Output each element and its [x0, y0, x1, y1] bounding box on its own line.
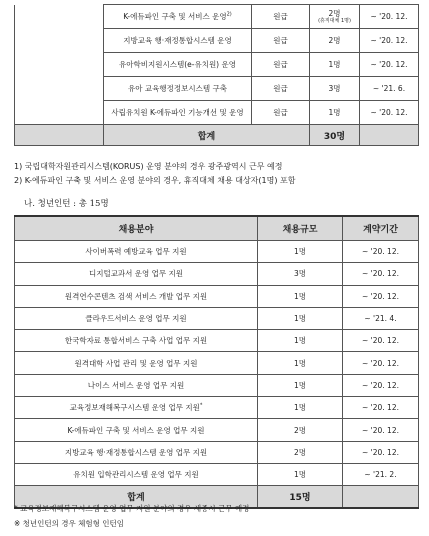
- period-cell: ~ '20. 12.: [360, 29, 419, 53]
- grade-cell: 원급: [252, 101, 310, 125]
- table-row: [15, 263, 419, 285]
- period-cell: ~ '20. 12.: [343, 330, 419, 352]
- field-cell: 클라우드서비스 운영 업무 지원: [15, 307, 258, 329]
- field-cell: 유아학비지원시스템(e-유치원) 운영: [104, 53, 252, 77]
- field-cell: 지방교육 행·재정통합시스템 운영 업무 지원: [15, 441, 258, 463]
- field-cell: K-에듀파인 구축 및 서비스 운영: [123, 12, 227, 21]
- period-cell: ~ '20. 12.: [343, 441, 419, 463]
- table-row: [15, 53, 419, 77]
- period-cell: ~ '21. 2.: [343, 463, 419, 485]
- note-1: 1) 국립대학자원관리시스템(KORUS) 운영 분야의 경우 광주광역시 근무 예정: [14, 162, 283, 171]
- count-cell: 1명: [258, 241, 343, 263]
- count-cell: 1명: [258, 330, 343, 352]
- intern-table: [14, 215, 419, 509]
- table-row: [15, 330, 419, 352]
- field-cell: K-에듀파인 구축 및 서비스 운영 업무 지원: [15, 419, 258, 441]
- count-cell: 2명: [258, 419, 343, 441]
- count-cell: 1명: [258, 285, 343, 307]
- count-cell: 2명: [258, 441, 343, 463]
- field-cell: 나이스 서비스 운영 업무 지원: [15, 374, 258, 396]
- count-cell: 3명: [258, 263, 343, 285]
- period-cell: ~ '20. 12.: [360, 5, 419, 29]
- grade-cell: 원급: [252, 29, 310, 53]
- period-cell: ~ '20. 12.: [343, 241, 419, 263]
- period-cell: ~ '21. 6.: [360, 77, 419, 101]
- total-row: [15, 125, 419, 146]
- table-row: [15, 77, 419, 101]
- period-cell: ~ '20. 12.: [343, 352, 419, 374]
- period-cell: ~ '20. 12.: [343, 397, 419, 419]
- count-cell: 3명: [310, 77, 360, 101]
- table-row: [15, 285, 419, 307]
- table-row: [15, 463, 419, 485]
- count-cell: 1명: [258, 307, 343, 329]
- count-cell: 1명: [310, 101, 360, 125]
- column-header: 채용규모: [258, 216, 343, 241]
- grade-cell: 원급: [252, 5, 310, 29]
- table-row: [15, 307, 419, 329]
- header-row: [15, 216, 419, 241]
- section-title: 나. 청년인턴 : 총 15명: [24, 199, 109, 209]
- table-row: [15, 241, 419, 263]
- period-cell: ~ '20. 12.: [343, 374, 419, 396]
- field-cell: 원격연수콘텐츠 검색 서비스 개발 업무 지원: [15, 285, 258, 307]
- grade-cell: 원급: [252, 77, 310, 101]
- total-label: 합계: [104, 125, 310, 146]
- count-cell: 1명: [258, 352, 343, 374]
- period-cell: ~ '21. 4.: [343, 307, 419, 329]
- period-cell: ~ '20. 12.: [360, 101, 419, 125]
- table-row: [15, 397, 419, 419]
- table-row: [15, 101, 419, 125]
- table-row: [15, 419, 419, 441]
- count-cell: 2명: [328, 9, 341, 18]
- field-cell: 디지털교과서 운영 업무 지원: [15, 263, 258, 285]
- count-cell: 1명: [258, 463, 343, 485]
- field-cell: 유아 교육행정정보시스템 구축: [104, 77, 252, 101]
- table-row: [15, 441, 419, 463]
- field-cell: 사이버폭력 예방교육 업무 지원: [15, 241, 258, 263]
- footnote-marker: 2): [226, 11, 232, 18]
- period-cell: ~ '20. 12.: [360, 53, 419, 77]
- field-cell: 사립유치원 K-에듀파인 기능개선 및 운영: [104, 101, 252, 125]
- period-cell: ~ '20. 12.: [343, 285, 419, 307]
- count-note: (휴직대체 1명): [318, 18, 351, 24]
- field-cell: 한국학자료 통합서비스 구축 사업 업무 지원: [15, 330, 258, 352]
- column-header: 채용분야: [15, 216, 258, 241]
- count-cell: 2명: [310, 29, 360, 53]
- table-row: [15, 29, 419, 53]
- footnote-2: ※ 청년인턴의 경우 체험형 인턴임: [14, 519, 125, 528]
- table-row: [15, 374, 419, 396]
- field-cell: 지방교육 행·재정통합시스템 운영: [104, 29, 252, 53]
- count-cell: 1명: [258, 397, 343, 419]
- total-value: 15명: [258, 486, 343, 509]
- field-cell: 교육정보재해복구시스템 운영 업무 지원: [69, 403, 200, 413]
- table-row: [15, 352, 419, 374]
- total-label: 합계: [15, 486, 258, 509]
- note-2: 2) K-에듀파인 구축 및 서비스 운영 분야의 경우, 휴직대체 채용 대상자(1명) 포함: [14, 176, 296, 185]
- field-cell: 원격대학 사업 관리 및 운영 업무 지원: [15, 352, 258, 374]
- grade-cell: 원급: [252, 53, 310, 77]
- period-cell: ~ '20. 12.: [343, 263, 419, 285]
- count-cell: 1명: [258, 374, 343, 396]
- field-cell: 유치원 입학관리시스템 운영 업무 지원: [15, 463, 258, 485]
- count-cell: 1명: [310, 53, 360, 77]
- column-header: 계약기간: [343, 216, 419, 241]
- table-row: [15, 5, 419, 29]
- total-value: 30명: [310, 125, 360, 146]
- staff-table: [14, 4, 419, 146]
- footnote-1: * 교육정보재해복구시스템 운영 업무 지원 분야의 경우 세종시 근무 예정: [14, 504, 250, 513]
- period-cell: ~ '20. 12.: [343, 419, 419, 441]
- footnote-marker: *: [199, 402, 203, 409]
